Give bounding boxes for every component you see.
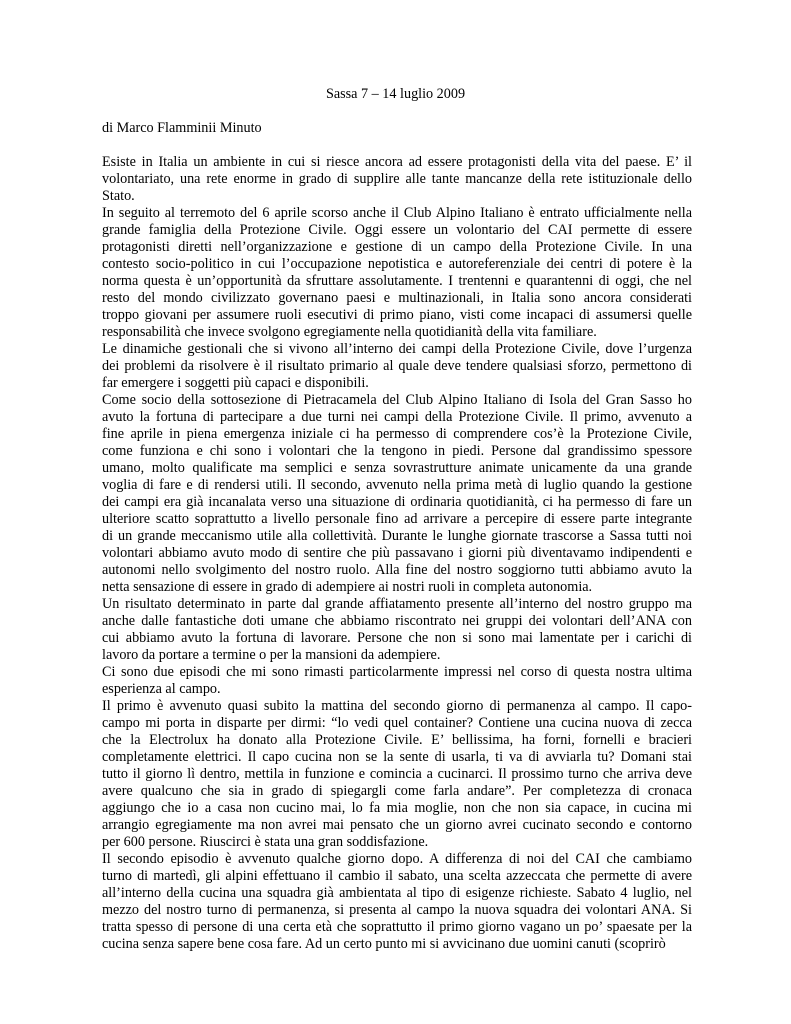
author-line: di Marco Flamminii Minuto <box>102 120 262 136</box>
text-line: campo mi porta in disparte per dirmi: “lo vedi quel container? Contiene una cucina nuova di zecca <box>102 715 692 731</box>
text-line: netta sensazione di essere in grado di adempiere ai nostri ruoli in completa autonomia. <box>102 579 593 595</box>
text-line: completamente elettrici. Il capo cucina non se la sente di usarla, ti va di avviarla tu? Domani stai <box>102 749 692 765</box>
text-line: lavoro da portare a termine o per la mansioni da adempiere. <box>102 647 441 663</box>
text-line: volontariato, una rete enorme in grado di supplire alle tante mancanze della rete istituzionale dello <box>102 171 692 187</box>
text-line: Il secondo episodio è avvenuto qualche giorno dopo. A differenza di noi del CAI che cambiamo <box>102 851 692 867</box>
document-title: Sassa 7 – 14 luglio 2009 <box>325 86 466 102</box>
text-line: resto del mondo civilizzato governano paesi e multinazionali, in Italia sono ancora considerati <box>102 290 692 306</box>
text-line: far emergere i soggetti più capaci e disponibili. <box>102 375 369 391</box>
text-line: Come socio della sottosezione di Pietracamela del Club Alpino Italiano di Isola del Gran Sasso ho <box>102 392 692 408</box>
text-line: dei problemi da risolvere è il risultato primario al quale deve tendere qualsiasi sforzo, permettono di <box>102 358 692 374</box>
text-line: arrangio egregiamente ma non avrei mai pensato che un giorno avrei cucinato secondo e contorno <box>102 817 692 833</box>
text-line: ulteriore scatto soprattutto a livello personale fino ad arrivare a percepire di essere parte integrante <box>102 511 692 527</box>
text-line: responsabilità che invece svolgono egregiamente nella quotidianità della vita familiare. <box>102 324 597 340</box>
text-line: Le dinamiche gestionali che si vivono all’interno dei campi della Protezione Civile, dove l’urgenza <box>102 341 692 357</box>
text-line: turno di martedì, gli alpini effettuano il cambio il sabato, una scelta azzeccata che permette di avere <box>102 868 692 884</box>
text-line: all’interno della cucina una squadra già ambientata al tipo di esigenze richieste. Sabato 4 luglio, nel <box>102 885 692 901</box>
text-line: che la Electrolux ha donato alla Protezione Civile. E’ bellissima, ha forni, fornelli e bracieri <box>102 732 692 748</box>
text-line: voglia di fare e di rendersi utili. Il secondo, avvenuto nella prima metà di luglio quando la gestione <box>102 477 692 493</box>
text-line: cui abbiamo avuto la fortuna di lavorare. Persone che non si sono mai lamentate per i carichi di <box>102 630 692 646</box>
text-line: avere qualcuno che sia in grado di spiegargli come farla andare”. Per completezza di cronaca <box>102 783 692 799</box>
text-line: avuto la fortuna di partecipare a due turni nei campi della Protezione Civile. Il primo, avvenuto a <box>102 409 692 425</box>
text-line: fine aprile in piena emergenza iniziale ci ha permesso di comprendere cos’è la Protezione Civile, <box>102 426 692 442</box>
text-line: Un risultato determinato in parte dal grande affiatamento presente all’interno del nostro gruppo ma <box>102 596 692 612</box>
text-line: Stato. <box>102 188 135 204</box>
text-line: protagonisti diretti nell’organizzazione e gestione di un campo della Protezione Civile. In una <box>102 239 692 255</box>
text-line: norma questa è un’opportunità da sfruttare assolutamente. I trentenni e quarantenni di oggi, che nel <box>102 273 692 289</box>
text-line: cucina senza sapere bene cosa fare. Ad un certo punto mi si avvicinano due uomini canuti (scoprirò <box>102 936 666 952</box>
text-line: aggiungo che io a casa non cucino mai, lo fa mia moglie, non che non sia capace, in cucina mi <box>102 800 692 816</box>
text-line: anche dalle fantastiche doti umane che abbiamo riscontrato nei gruppi dei volontari dell’ANA con <box>102 613 692 629</box>
text-line: Ci sono due episodi che mi sono rimasti particolarmente impressi nel corso di questa nostra ultima <box>102 664 692 680</box>
text-line: contesto socio-politico in cui l’occupazione nepotistica e autoreferenziale dei centri di potere è la <box>102 256 692 272</box>
text-line: volontari abbiamo avuto modo di sentire che più passavano i giorni più diventavamo indipendenti e <box>102 545 692 561</box>
text-line: Il primo è avvenuto quasi subito la mattina del secondo giorno di permanenza al campo. Il capo- <box>102 698 692 714</box>
text-line: grande famiglia della Protezione Civile. Oggi essere un volontario del CAI permette di essere <box>102 222 692 238</box>
text-line: tratta spesso di persone di una certa età che soprattutto il primo giorno vagano un po’ spaesate per la <box>102 919 692 935</box>
text-line: troppo giovani per assumere ruoli esecutivi di primo piano, visti come incapaci di assumersi quelle <box>102 307 692 323</box>
text-line: Esiste in Italia un ambiente in cui si riesce ancora ad essere protagonisti della vita del paese. E’ il <box>102 154 692 170</box>
text-line: umano, molto qualificate ma semplici e senza sovrastrutture animate unicamente da una grande <box>102 460 692 476</box>
text-line: dei campi era già incanalata verso una situazione di ordinaria quotidianità, ci ha permesso di fare un <box>102 494 692 510</box>
text-line: In seguito al terremoto del 6 aprile scorso anche il Club Alpino Italiano è entrato ufficialmente nella <box>102 205 692 221</box>
text-line: come funziona e chi sono i volontari che la tengono in piedi. Persone dal grandissimo spessore <box>102 443 692 459</box>
text-line: autonomi nello svolgimento del nostro ruolo. Alla fine del nostro soggiorno tutti abbiamo avuto la <box>102 562 692 578</box>
document-body <box>102 154 692 953</box>
text-line: di un grande meccanismo utile alla collettività. Durante le lunghe giornate trascorse a Sassa tutti noi <box>102 528 692 544</box>
text-line: per 600 persone. Riuscirci è stata una gran soddisfazione. <box>102 834 429 850</box>
text-line: mezzo del nostro turno di permanenza, si presenta al campo la nuova squadra dei volontari ANA. Si <box>102 902 692 918</box>
text-line: esperienza al campo. <box>102 681 221 697</box>
text-line: tutto il giorno lì dentro, mettila in funzione e comincia a cucinarci. Il prossimo turno che arriva deve <box>102 766 692 782</box>
